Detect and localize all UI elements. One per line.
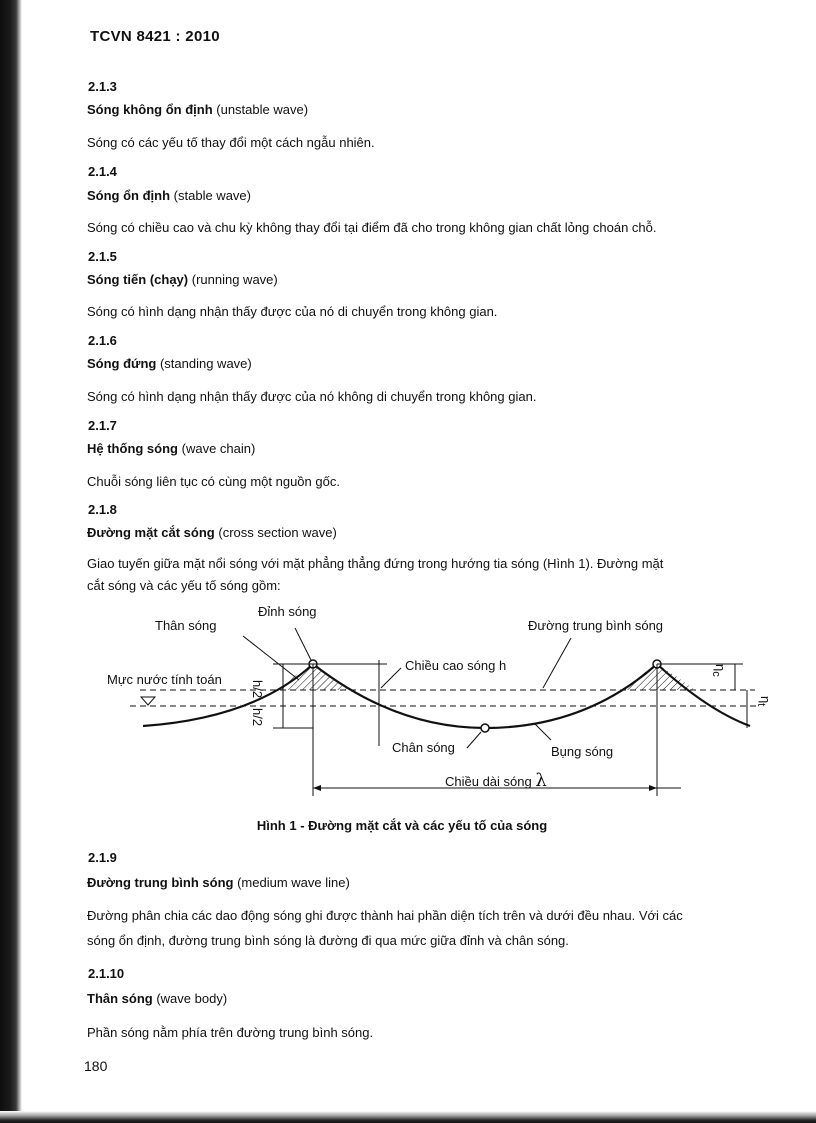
eta-c-label: $\eta_c$ <box>710 664 728 677</box>
term-title <box>87 102 308 117</box>
standard-header: TCVN 8421 : 2010 <box>90 28 220 45</box>
leader-belly <box>535 724 551 740</box>
label-wave-body: Thân sóng <box>155 618 217 633</box>
definition-line: Giao tuyến giữa mặt nổi sóng với mặt phẳng thẳng đứng trong hướng tia sóng (Hình 1). Đường mặt <box>87 556 664 571</box>
term-en: (standing wave) <box>159 356 252 371</box>
term-title <box>87 272 278 287</box>
label-belly: Bụng sóng <box>551 744 614 759</box>
term-definition <box>87 903 802 953</box>
term-definition: Sóng có hình dạng nhận thấy được của nó không di chuyển trong không gian. <box>87 389 537 404</box>
term-vi: Đường mặt cắt sóng <box>87 525 215 540</box>
term-en: (stable wave) <box>173 188 251 203</box>
water-level-triangle <box>141 697 155 705</box>
label-trough: Chân sóng <box>392 740 455 755</box>
half-height-label-lower: h/2 <box>250 708 265 727</box>
term-title <box>87 875 350 890</box>
section-number: 2.1.4 <box>88 164 117 179</box>
term-vi: Thân sóng <box>87 991 153 1006</box>
term-definition: Sóng có chiều cao và chu kỳ không thay đổi tại điểm đã cho trong không gian chất lỏng choán chỗ. <box>87 220 657 235</box>
leader-wave-height <box>381 668 401 688</box>
term-title <box>87 525 337 540</box>
term-title <box>87 991 227 1006</box>
term-vi: Sóng tiến (chạy) <box>87 272 189 287</box>
term-en: (unstable wave) <box>216 102 309 117</box>
term-vi: Sóng đứng <box>87 356 157 371</box>
section-number: 2.1.8 <box>88 502 117 517</box>
half-height-label-upper: h/2 <box>250 680 265 699</box>
term-vi: Hệ thống sóng <box>87 441 178 456</box>
definition-line: sóng ổn định, đường trung bình sóng là đường đi qua mức giữa đỉnh và chân sóng. <box>87 933 569 948</box>
label-mean-line: Đường trung bình sóng <box>528 618 664 633</box>
leader-trough <box>467 732 481 748</box>
definition-line: cắt sóng và các yếu tố sóng gồm: <box>87 578 281 593</box>
term-title <box>87 188 251 203</box>
term-en: (medium wave line) <box>237 875 350 890</box>
section-number: 2.1.7 <box>88 418 117 433</box>
label-wave-height: Chiều cao sóng h <box>405 658 507 673</box>
scan-binding-edge <box>0 0 22 1123</box>
section-number: 2.1.10 <box>88 966 125 981</box>
leader-crest <box>295 628 311 660</box>
leader-wave-body <box>243 636 299 680</box>
wavelength-arrow-left <box>313 785 321 791</box>
term-en: (wave body) <box>156 991 228 1006</box>
label-wave-length: Chiều dài sóng λ <box>445 770 547 791</box>
figure-caption: Hình 1 - Đường mặt cắt và các yếu tố của sóng <box>256 818 548 833</box>
term-vi: Sóng không ổn định <box>87 102 213 117</box>
section-number: 2.1.6 <box>88 333 117 348</box>
term-vi: Sóng ổn định <box>87 188 171 203</box>
scan-bottom-edge <box>0 1111 816 1123</box>
term-definition <box>87 553 802 597</box>
term-definition: Phần sóng nằm phía trên đường trung bình sóng. <box>87 1025 374 1040</box>
term-en: (running wave) <box>191 272 278 287</box>
leader-mean-line <box>543 638 571 688</box>
term-definition: Sóng có các yếu tố thay đổi một cách ngẫu nhiên. <box>87 135 375 150</box>
section-number: 2.1.3 <box>88 79 117 94</box>
term-definition: Chuỗi sóng liên tục có cùng một nguồn gốc. <box>87 474 340 489</box>
term-title <box>87 356 252 371</box>
section-number: 2.1.9 <box>88 850 117 865</box>
term-en: (wave chain) <box>181 441 256 456</box>
page-number: 180 <box>84 1058 108 1074</box>
term-title <box>87 441 255 456</box>
section-number: 2.1.5 <box>88 249 117 264</box>
term-definition: Sóng có hình dạng nhận thấy được của nó di chuyển trong không gian. <box>87 304 498 319</box>
label-crest: Đỉnh sóng <box>258 604 317 619</box>
eta-t-label: $\eta_t$ <box>755 696 773 707</box>
wavelength-arrow-right <box>649 785 657 791</box>
trough-point <box>481 724 489 732</box>
label-design-level: Mực nước tính toán <box>107 672 222 687</box>
wave-profile-diagram <box>95 600 785 810</box>
definition-line: Đường phân chia các dao động sóng ghi được thành hai phần diện tích trên và dưới đều nhau. Với các <box>87 908 683 923</box>
term-en: (cross section wave) <box>218 525 337 540</box>
term-vi: Đường trung bình sóng <box>87 875 234 890</box>
